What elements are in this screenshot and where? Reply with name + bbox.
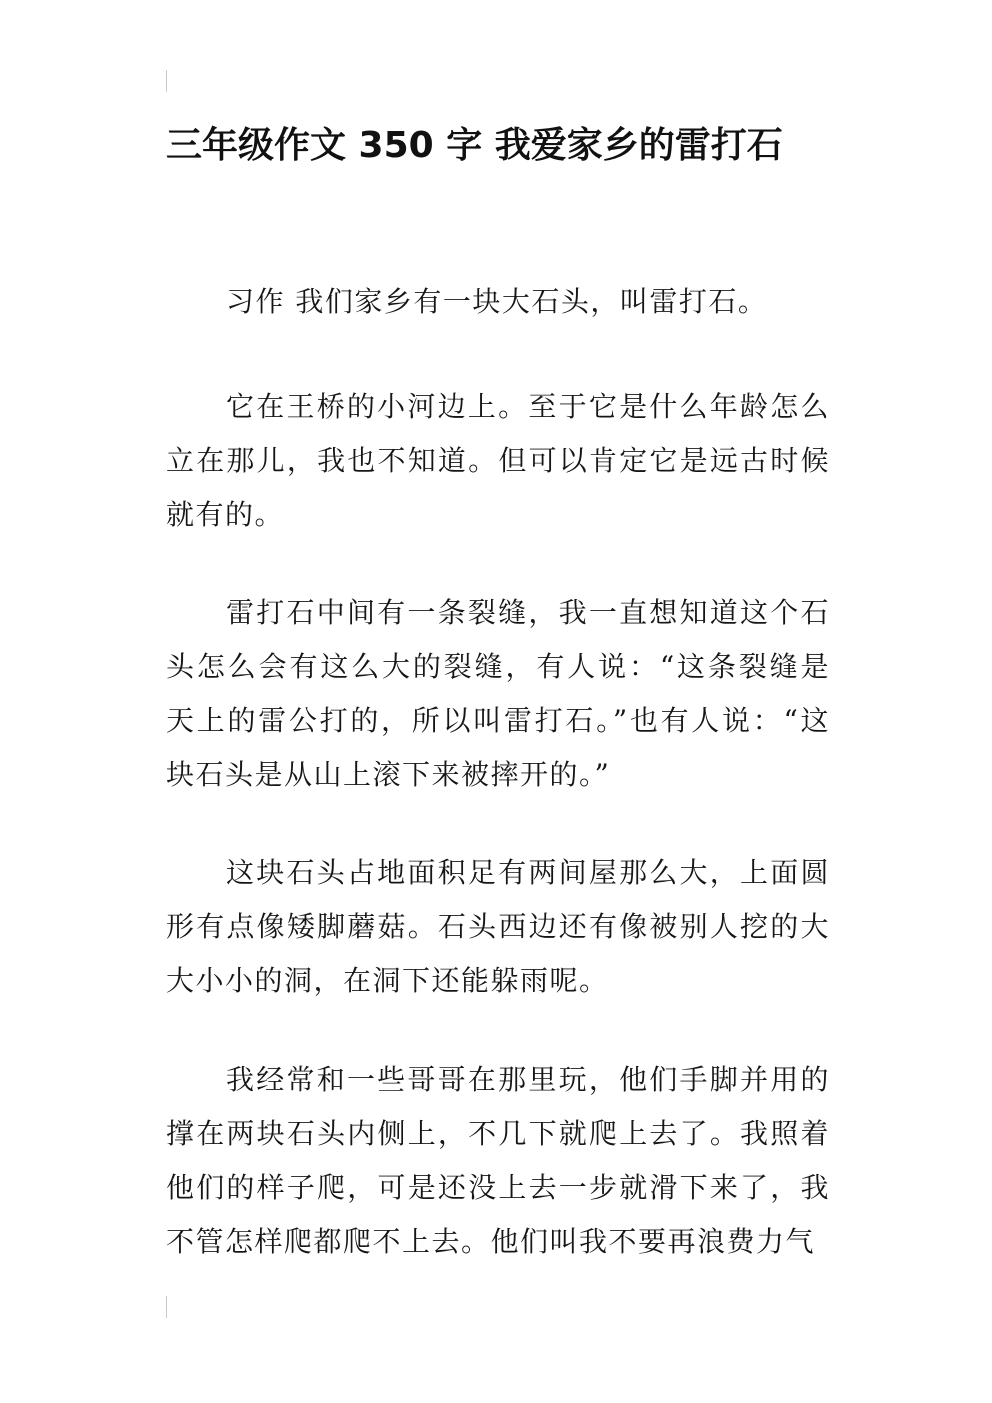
document-title: 三年级作文 350 字 我爱家乡的雷打石 bbox=[166, 125, 783, 166]
paragraph-2: 它在王桥的小河边上。至于它是什么年龄怎么立在那儿，我也不知道。但可以肯定它是远古时候就有的。 bbox=[166, 390, 830, 531]
page-corner-mark-bottom bbox=[166, 1296, 167, 1318]
paragraph-3: 雷打石中间有一条裂缝，我一直想知道这个石头怎么会有这么大的裂缝，有人说：“这条裂缝是天上的雷公打的，所以叫雷打石。”也有人说：“这块石头是从山上滚下来被摔开的。” bbox=[166, 596, 830, 791]
page-corner-mark-top bbox=[166, 70, 167, 92]
paragraph-5: 我经常和一些哥哥在那里玩，他们手脚并用的撑在两块石头内侧上，不几下就爬上去了。我照着他们的样子爬，可是还没上去一步就滑下来了，我不管怎样爬都爬不上去。他们叫我不要再浪费力气 bbox=[166, 1063, 830, 1258]
paragraph-4: 这块石头占地面积足有两间屋那么大，上面圆形有点像矮脚蘑菇。石头西边还有像被别人挖的大大小小的洞，在洞下还能躲雨呢。 bbox=[166, 856, 830, 997]
paragraph-1: 习作 我们家乡有一块大石头，叫雷打石。 bbox=[226, 285, 768, 318]
